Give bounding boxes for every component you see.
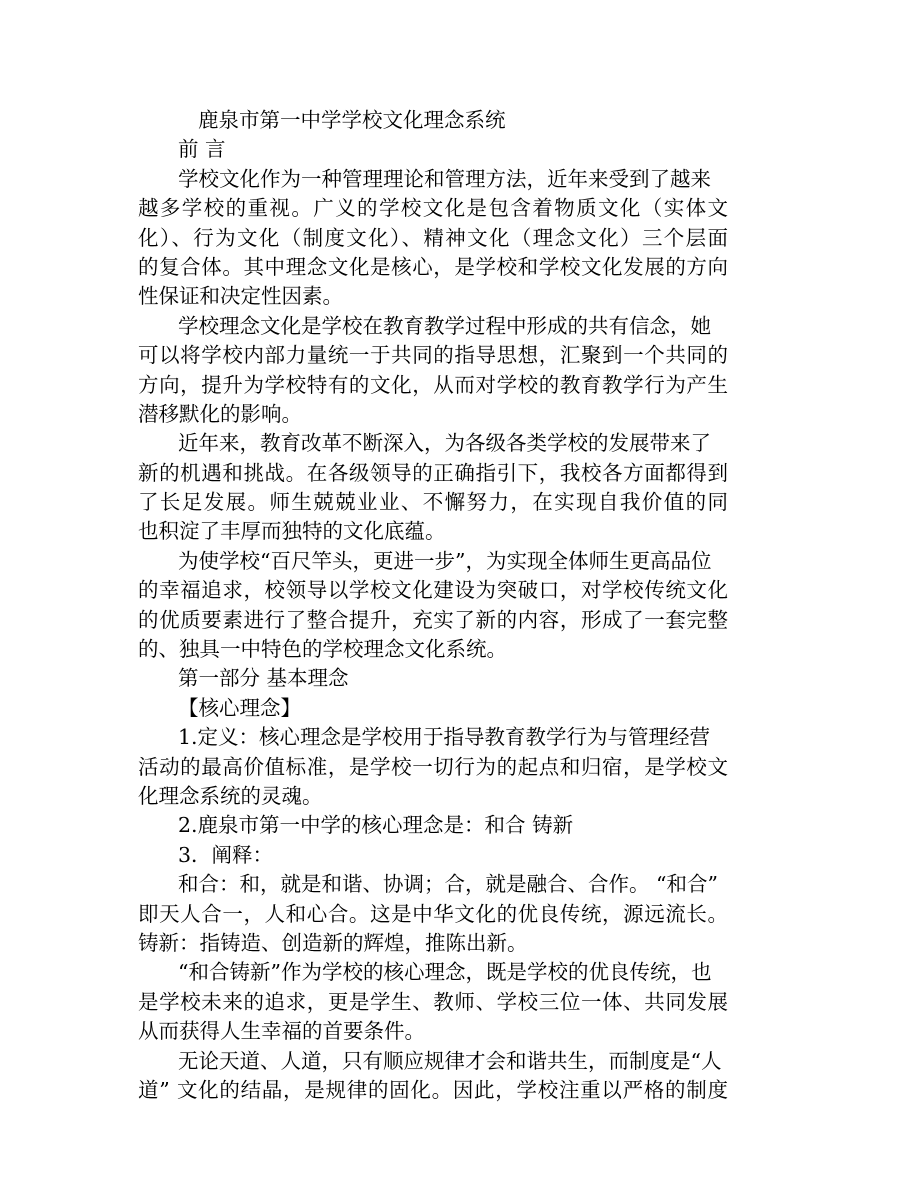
preface-heading: 前 言	[178, 137, 226, 162]
text-line: 即天人合一，人和心合。这是中华文化的优良传统，源远流长。	[138, 901, 728, 926]
text-line: 学校理念文化是学校在教育教学过程中形成的共有信念，她	[178, 313, 711, 338]
text-line: 是学校未来的追求，更是学生、教师、学校三位一体、共同发展	[138, 989, 728, 1014]
text-line: 可以将学校内部力量统一于共同的指导思想，汇聚到一个共同的	[138, 343, 728, 368]
text-line: 了长足发展。师生兢兢业业、不懈努力，在实现自我价值的同	[138, 490, 728, 515]
text-line: 也积淀了丰厚而独特的文化底蕴。	[138, 519, 446, 544]
text-line: 为使学校“百尺竿头，更进一步”，为实现全体师生更高品位	[178, 548, 712, 573]
text-line: 学校文化作为一种管理理论和管理方法，近年来受到了越来	[178, 166, 711, 191]
text-line: 活动的最高价值标准，是学校一切行为的起点和归宿，是学校文	[138, 754, 728, 779]
text-line: 的复合体。其中理念文化是核心，是学校和学校文化发展的方向	[138, 254, 728, 279]
text-line: 道” 文化的结晶，是规律的固化。因此，学校注重以严格的制度	[138, 1077, 728, 1102]
text-line: 从而获得人生幸福的首要条件。	[138, 1019, 425, 1044]
text-line: 方向，提升为学校特有的文化，从而对学校的教育教学行为产生	[138, 372, 728, 397]
text-line: 2.鹿泉市第一中学的核心理念是：和合 铸新	[178, 813, 574, 838]
text-line: 化理念系统的灵魂。	[138, 783, 323, 808]
text-line: 化）、行为文化（制度文化）、精神文化（理念文化）三个层面	[138, 225, 728, 250]
text-line: 的优质要素进行了整合提升，充实了新的内容，形成了一套完整	[138, 607, 728, 632]
document-title: 鹿泉市第一中学学校文化理念系统	[198, 108, 506, 132]
text-line: 1.定义：核心理念是学校用于指导教育教学行为与管理经营	[178, 725, 711, 750]
text-line: 新的机遇和挑战。在各级领导的正确指引下，我校各方面都得到	[138, 460, 728, 485]
text-line: 的幸福追求，校领导以学校文化建设为突破口，对学校传统文化	[138, 578, 728, 603]
text-line: 的、独具一中特色的学校理念文化系统。	[138, 637, 507, 662]
text-line: 和合：和，就是和谐、协调；合，就是融合、合作。 “和合”	[178, 872, 718, 897]
text-line: 第一部分 基本理念	[178, 666, 349, 691]
text-line: 越多学校的重视。广义的学校文化是包含着物质文化（实体文	[138, 196, 728, 221]
text-line: 潜移默化的影响。	[138, 401, 302, 426]
document-body	[138, 106, 728, 1105]
text-line: 性保证和决定性因素。	[138, 284, 343, 309]
text-line: 【核心理念】	[178, 695, 301, 720]
text-line: 铸新：指铸造、创造新的辉煌，推陈出新。	[138, 930, 528, 955]
paragraph-lines	[138, 165, 728, 1106]
text-line: 近年来，教育改革不断深入，为各级各类学校的发展带来了	[178, 431, 711, 456]
text-line: 3．阐释：	[178, 842, 274, 867]
text-line: 无论天道、人道，只有顺应规律才会和谐共生，而制度是“人	[178, 1048, 722, 1073]
text-line: “和合铸新”作为学校的核心理念，既是学校的优良传统，也	[178, 960, 712, 985]
